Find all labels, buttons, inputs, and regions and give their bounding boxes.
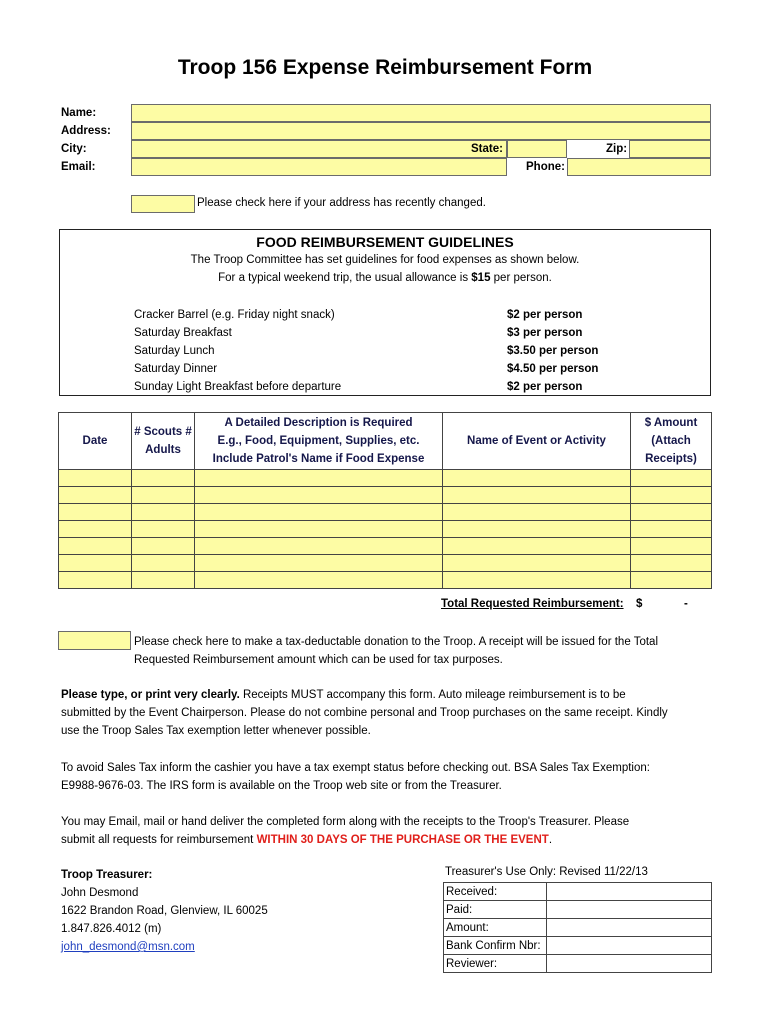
use-label: Reviewer: (444, 955, 547, 973)
phone-label: Phone: (526, 161, 565, 173)
email-label: Email: (61, 161, 96, 173)
date-cell[interactable] (59, 555, 132, 572)
state-label: State: (471, 143, 503, 155)
description-cell[interactable] (195, 504, 443, 521)
instructions-line (61, 686, 711, 704)
event-cell[interactable] (443, 504, 631, 521)
header-amount-line: $ Amount (644, 417, 698, 429)
total-value: - (684, 598, 688, 610)
total-label: Total Requested Reimbursement: (441, 598, 624, 610)
description-cell[interactable] (195, 572, 443, 589)
table-row (59, 521, 712, 538)
amount-cell[interactable] (631, 521, 712, 538)
scouts-cell[interactable] (132, 504, 195, 521)
meal-rate: $4.50 per person (507, 363, 599, 375)
table-row (59, 470, 712, 487)
donation-text-line: Requested Reimbursement amount which can be used for tax purposes. (134, 654, 503, 666)
guidelines-title: FOOD REIMBURSEMENT GUIDELINES (256, 234, 514, 250)
amount-cell[interactable] (631, 555, 712, 572)
instructions-line: submitted by the Event Chairperson. Please do not combine personal and Troop purchases on the same receipt. Kindly (61, 707, 668, 719)
guidelines-allowance (60, 272, 710, 284)
header-date: Date (59, 413, 132, 470)
total-currency: $ (636, 598, 643, 610)
instructions-text: Receipts MUST accompany this form. Auto mileage reimbursement is to be (239, 689, 626, 701)
treasurer-email-link[interactable]: john_desmond@msn.com (61, 941, 195, 953)
scouts-cell[interactable] (132, 572, 195, 589)
use-label: Amount: (444, 919, 547, 937)
zip-field[interactable] (629, 140, 711, 158)
treasurer-address: 1622 Brandon Road, Glenview, IL 60025 (61, 905, 268, 917)
amount-cell[interactable] (631, 504, 712, 521)
header-scouts-adults (132, 413, 195, 470)
allowance-suffix: per person. (490, 272, 552, 284)
date-cell[interactable] (59, 504, 132, 521)
header-amount-line: Receipts) (645, 453, 697, 465)
table-row (444, 901, 712, 919)
city-field[interactable] (131, 140, 507, 158)
donation-text-line: Please check here to make a tax-deductable donation to the Troop. A receipt will be issued for the Total (134, 636, 658, 648)
table-row (444, 955, 712, 973)
description-cell[interactable] (195, 555, 443, 572)
header-amount-line: (Attach (651, 435, 691, 447)
use-value-cell[interactable] (547, 955, 712, 973)
instructions-line: You may Email, mail or hand deliver the completed form along with the receipts to the Troop's Treasurer. Please (61, 816, 630, 828)
table-row (59, 572, 712, 589)
header-scouts: # Scouts # (134, 426, 192, 438)
treasurer-heading: Troop Treasurer: (61, 869, 153, 881)
date-cell[interactable] (59, 470, 132, 487)
table-row (59, 487, 712, 504)
description-cell[interactable] (195, 487, 443, 504)
guidelines-intro: The Troop Committee has set guidelines for food expenses as shown below. (190, 254, 580, 266)
scouts-cell[interactable] (132, 521, 195, 538)
amount-cell[interactable] (631, 470, 712, 487)
address-changed-text: Please check here if your address has recently changed. (197, 197, 486, 209)
table-row (444, 883, 712, 901)
header-event: Name of Event or Activity (443, 413, 631, 470)
use-value-cell[interactable] (547, 919, 712, 937)
state-field[interactable] (507, 140, 567, 158)
name-field[interactable] (131, 104, 711, 122)
header-description-line: A Detailed Description is Required (224, 417, 413, 429)
meal-rate: $3.50 per person (507, 345, 599, 357)
phone-field[interactable] (567, 158, 711, 176)
event-cell[interactable] (443, 538, 631, 555)
instructions-text: submit all requests for reimbursement (61, 834, 257, 846)
city-label: City: (61, 143, 87, 155)
header-adults: Adults (145, 444, 181, 456)
expense-table-header (59, 413, 712, 470)
meal-rate: $2 per person (507, 309, 583, 321)
use-value-cell[interactable] (547, 937, 712, 955)
instructions-line: To avoid Sales Tax inform the cashier you have a tax exempt status before checking out. BSA Sales Tax Exemption: (61, 762, 650, 774)
header-description (195, 413, 443, 470)
date-cell[interactable] (59, 538, 132, 555)
meal-name: Saturday Lunch (134, 345, 215, 357)
meal-rate: $3 per person (507, 327, 583, 339)
table-row (444, 919, 712, 937)
event-cell[interactable] (443, 487, 631, 504)
use-label: Paid: (444, 901, 547, 919)
scouts-cell[interactable] (132, 487, 195, 504)
description-cell[interactable] (195, 538, 443, 555)
date-cell[interactable] (59, 487, 132, 504)
address-changed-checkbox[interactable] (131, 195, 195, 213)
date-cell[interactable] (59, 572, 132, 589)
donation-text (134, 633, 658, 669)
address-field[interactable] (131, 122, 711, 140)
table-row (59, 538, 712, 555)
description-cell[interactable] (195, 521, 443, 538)
deadline-warning: WITHIN 30 DAYS OF THE PURCHASE OR THE EVENT (256, 834, 549, 846)
table-row (59, 504, 712, 521)
name-label: Name: (61, 107, 97, 119)
instructions-line: E9988-9676-03. The IRS form is available on the Troop web site or from the Treasurer. (61, 780, 502, 792)
event-cell[interactable] (443, 470, 631, 487)
amount-cell[interactable] (631, 572, 712, 589)
treasurer-phone: 1.847.826.4012 (m) (61, 923, 162, 935)
scouts-cell[interactable] (132, 555, 195, 572)
zip-label: Zip: (606, 143, 628, 155)
date-cell[interactable] (59, 521, 132, 538)
meal-name: Sunday Light Breakfast before departure (134, 381, 342, 393)
form-title: Troop 156 Expense Reimbursement Form (177, 56, 593, 79)
event-cell[interactable] (443, 521, 631, 538)
instructions-text: . (548, 834, 553, 846)
instructions-paragraph-3 (61, 813, 711, 849)
email-field[interactable] (131, 158, 507, 176)
scouts-cell[interactable] (132, 470, 195, 487)
address-label: Address: (61, 125, 111, 137)
expense-table (58, 412, 712, 589)
donation-checkbox[interactable] (58, 631, 131, 650)
instructions-paragraph-1 (61, 686, 711, 740)
instructions-bold: Please type, or print very clearly. (61, 689, 240, 701)
use-value-cell[interactable] (547, 901, 712, 919)
description-cell[interactable] (195, 470, 443, 487)
treasurer-name: John Desmond (61, 887, 139, 899)
amount-cell[interactable] (631, 487, 712, 504)
scouts-cell[interactable] (132, 538, 195, 555)
table-row (59, 555, 712, 572)
use-label: Bank Confirm Nbr: (444, 937, 547, 955)
meal-name: Saturday Dinner (134, 363, 218, 375)
meal-name: Cracker Barrel (e.g. Friday night snack) (134, 309, 335, 321)
allowance-prefix: For a typical weekend trip, the usual allowance is (218, 272, 472, 284)
use-label: Received: (444, 883, 547, 901)
treasurer-use-heading: Treasurer's Use Only: Revised 11/22/13 (445, 866, 648, 878)
amount-cell[interactable] (631, 538, 712, 555)
instructions-paragraph-2 (61, 759, 711, 795)
header-description-line: E.g., Food, Equipment, Supplies, etc. (217, 435, 420, 447)
instructions-line: use the Troop Sales Tax exemption letter whenever possible. (61, 725, 371, 737)
event-cell[interactable] (443, 572, 631, 589)
table-row (444, 937, 712, 955)
header-description-line: Include Patrol's Name if Food Expense (212, 453, 425, 465)
header-amount (631, 413, 712, 470)
meal-name: Saturday Breakfast (134, 327, 232, 339)
meal-rate: $2 per person (507, 381, 583, 393)
treasurer-use-table (443, 882, 712, 973)
use-value-cell[interactable] (547, 883, 712, 901)
instructions-line (61, 831, 711, 849)
event-cell[interactable] (443, 555, 631, 572)
allowance-amount: $15 (471, 272, 491, 284)
